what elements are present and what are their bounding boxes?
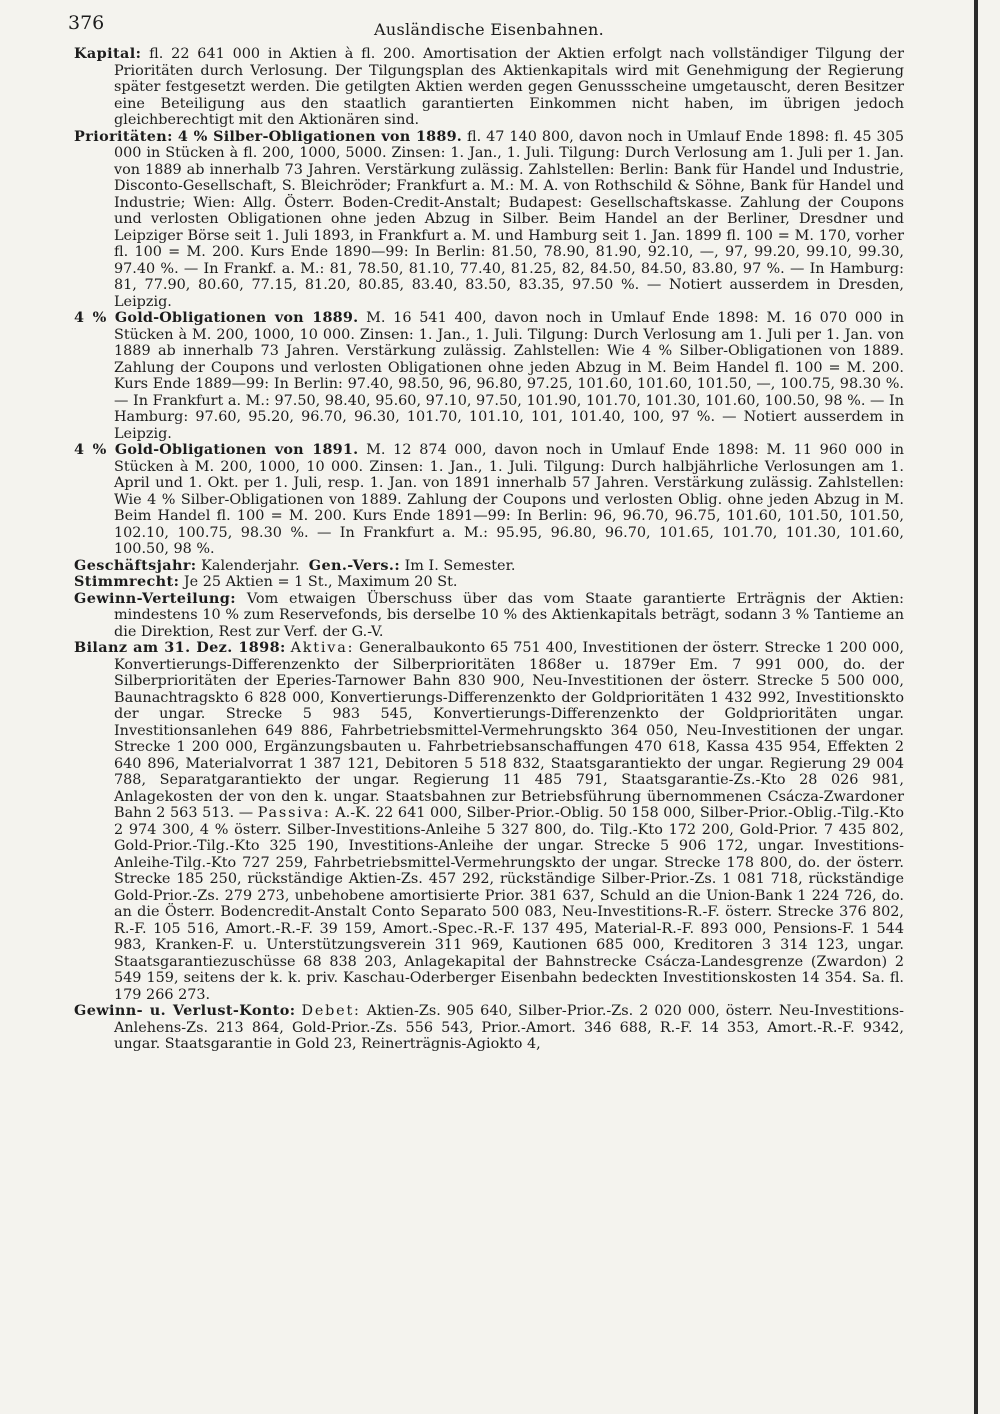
- stimmrecht-label: Stimmrecht:: [74, 573, 180, 590]
- gen-vers-label: Gen.-Vers.:: [308, 556, 401, 574]
- silber-obligationen-1889-title: 4 % Silber-Obligationen von 1889.: [177, 127, 463, 145]
- section-stimmrecht: [74, 574, 904, 591]
- silber-obligationen-1889-text: fl. 47 140 800, davon noch in Umlauf Ende 1898: fl. 45 305 000 in Stücken à fl. 200, 1000, 5000. Zinsen: 1. Jan., 1. Juli. Tilgung: Durch Verlosung am 1. Juli per 1. Jan. von 1889 ab innerhalb 73 Jahren. Verstärkung zulässig. Zahlstellen: Berlin: Bank für Handel und Industrie, Disconto-Gesellschaft, S. Bleichröder; Frankfurt a. M.: M. A. von Rothschild & Söhne, Bank für Handel und Industrie; Wien: Allg. Österr. Boden-Credit-Anstalt; Budapest: Gesellschaftskasse. Zahlung der Coupons und verlosten Obligationen ohne jeden Abzug in Silber. Beim Handel an der Berliner, Dresdner und Leipziger Börse seit 1. Juli 1893, in Frankfurt a. M. und Hamburg seit 1. Jan. 1899 fl. 100 = M. 170, vorher fl. 100 = M. 200. Kurs Ende 1890—99: In Berlin: 81.50, 78.90, 81.90, 92.10, —, 97, 99.20, 99.10, 99.30, 97.40 %. — In Frankf. a. M.: 81, 78.50, 81.10, 77.40, 81.25, 82, 84.50, 84.50, 83.80, 97 %. — In Hamburg: 81, 77.90, 80.60, 77.15, 81.20, 80.85, 83.40, 83.50, 83.35, 97.50 %. — Notiert ausserdem in Dresden, Leipzig.: [114, 128, 905, 310]
- gen-vers-text: Im I. Semester.: [404, 557, 516, 574]
- geschaeftsjahr-label: Geschäftsjahr:: [74, 556, 197, 574]
- aktiva-text: Generalbaukonto 65 751 400, Investitionen der österr. Strecke 1 200 000, Konvertierungs-Differenzenkto der Silberprioritäten 1868er u. 1879er Em. 7 991 000, do. der Silberprioritäten der Eperies-Tarnower Bahn 830 900, Neu-Investitionen der österr. Strecke 5 500 000, Baunachtragskto 6 828 000, Konvertierungs-Differenzenkto der Goldprioritäten 1 432 992, Investitionskto der ungar. Strecke 5 983 545, Konvertierungs-Differenzenkto der Goldprioritäten ungar. Investitionsanlehen 649 886, Fahrbetriebsmittel-Vermehrungskto 364 050, Neu-Investitionen der ungar. Strecke 1 200 000, Ergänzungsbauten u. Fahrbetriebsanschaffungen 470 618, Kassa 435 954, Effekten 2 640 896, Materialvorrat 1 387 121, Debitoren 5 518 832, Staatsgarantiekto der ungar. Regierung 29 004 788, Separatgarantiekto der ungar. Regierung 11 485 791, Staatsgarantie-Zs.-Kto 28 026 981, Anlagekosten der von den k. ungar. Staatsbahnen zur Betriebsführung übernommenen Csácza-Zwardoner Bahn 2 563 513. —: [114, 640, 904, 821]
- gewinn-verteilung-label: Gewinn-Verteilung:: [74, 589, 236, 607]
- kapital-text: fl. 22 641 000 in Aktien à fl. 200. Amortisation der Aktien erfolgt nach vollständiger Tilgung der Prioritäten durch Verlosung. Der Tilgungsplan des Aktienkapitals wird mit Genehmigung der Regierung später festgesetzt werden. Die getilgten Aktien werden gegen Genussscheine umgetauscht, deren Besitzer eine Beteiligung aus den staatlich garantierten Einkommen nicht haben, im übrigen jedoch gleichberechtigt mit den Aktionären sind.: [114, 46, 904, 128]
- passiva-label: Passiva:: [257, 805, 331, 821]
- passiva-text: A.-K. 22 641 000, Silber-Prior.-Oblig. 50 158 000, Silber-Prior.-Oblig.-Tilg.-Kto 2 974 300, 4 % österr. Silber-Investitions-Anleihe 5 327 800, do. Tilg.-Kto 172 200, Gold-Prior. 7 435 802, Gold-Prior.-Tilg.-Kto 325 190, Investitions-Anleihe der ungar. Strecke 5 906 172, ungar. Investitions-Anleihe-Tilg.-Kto 727 259, Fahrbetriebsmittel-Vermehrungskto der ungar. Strecke 178 800, do. der österr. Strecke 185 250, rückständige Aktien-Zs. 457 292, rückständige Silber-Prior.-Zs. 1 081 718, rückständige Gold-Prior.-Zs. 279 273, unbehobene amortisierte Prior. 381 637, Schuld an die Union-Bank 1 224 726, do. an die Österr. Bodencredit-Anstalt Conto Separato 500 083, Neu-Investitions-R.-F. österr. Strecke 376 802, R.-F. 105 516, Amort.-R.-F. 39 159, Amort.-Spec.-R.-F. 137 495, Material-R.-F. 893 000, Pensions-F. 1 544 983, Kranken-F. u. Unterstützungsverein 311 969, Kautionen 685 000, Kreditoren 3 314 123, ungar. Staatsgarantiezuschüsse 68 838 203, Anlagekapital der Bahnstrecke Csácza-Landesgrenze (Zwardon) 2 549 159, seitens der k. k. priv. Kaschau-Oderberger Eisenbahn bedeckten Investitionskosten 14 354. Sa. fl. 179 266 273.: [114, 805, 904, 1003]
- section-gewinn-verlust: [74, 1003, 904, 1053]
- bilanz-label: Bilanz am 31. Dez. 1898:: [74, 639, 286, 656]
- section-kapital: [74, 46, 904, 129]
- prioritaeten-label: Prioritäten:: [74, 127, 173, 145]
- gold-obligationen-1889-title: 4 % Gold-Obligationen von 1889.: [74, 309, 359, 326]
- gewinn-verlust-label: Gewinn- u. Verlust-Konto:: [74, 1002, 296, 1019]
- gold-obligationen-1889-text: M. 16 541 400, davon noch in Umlauf Ende 1898: M. 16 070 000 in Stücken à M. 200, 1000, 10 000. Zinsen: 1. Jan., 1. Juli. Tilgung: Durch Verlosung am 1. Juli per 1. Jan. von 1889 ab innerhalb 73 Jahren. Verstärkung zulässig. Zahlstellen: Wie 4 % Silber-Obligationen von 1889. Zahlung der Coupons und verlosten Obligationen ohne jeden Abzug in M. Beim Handel fl. 100 = M. 200. Kurs Ende 1889—99: In Berlin: 97.40, 98.50, 96, 96.80, 97.25, 101.60, 101.60, 101.50, —, 100.75, 98.30 %. — In Frankfurt a. M.: 97.50, 98.40, 95.60, 97.10, 97.50, 101.90, 101.70, 101.30, 101.60, 100.50, 98 %. — In Hamburg: 97.60, 95.20, 96.70, 96.30, 101.70, 101.10, 101, 101.40, 100, 97 %. — Notiert ausserdem in Leipzig.: [114, 310, 904, 442]
- gold-obligationen-1891-title: 4 % Gold-Obligationen von 1891.: [74, 441, 359, 458]
- section-gold-1891: [74, 442, 904, 558]
- stimmrecht-text: Je 25 Aktien = 1 St., Maximum 20 St.: [183, 574, 458, 590]
- gold-obligationen-1891-text: M. 12 874 000, davon noch in Umlauf Ende 1898: M. 11 960 000 in Stücken à M. 200, 1000, 10 000. Zinsen: 1. Jan., 1. Juli. Tilgung: Durch halbjährliche Verlosungen am 1. April und 1. Okt. per 1. Juli, resp. 1. Jan. von 1891 innerhalb 57 Jahren. Verstärkung zulässig. Zahlstellen: Wie 4 % Silber-Obligationen von 1889. Zahlung der Coupons und verlosten Oblig. ohne jeden Abzug in M. Beim Handel fl. 100 = M. 200. Kurs Ende 1891—99: In Berlin: 96, 96.70, 96.75, 101.60, 101.50, 101.50, 102.10, 100.75, 98.30 %. — In Frankfurt a. M.: 95.95, 96.80, 96.70, 101.65, 101.70, 101.30, 101.60, 100.50, 98 %.: [114, 442, 904, 557]
- section-geschaeftsjahr: [74, 558, 904, 575]
- section-prioritaeten: [74, 129, 904, 311]
- aktiva-label: Aktiva:: [290, 640, 355, 656]
- page-number: 376: [68, 12, 105, 34]
- gewinn-verteilung-text: Vom etwaigen Überschuss über das vom Staate garantierte Erträgnis der Aktien: mindestens 10 % zum Reservefonds, bis derselbe 10 % des Aktienkapitals beträgt, sodann 3 % Tantieme an die Direktion, Rest zur Verf. der G.-V.: [114, 590, 904, 640]
- page-edge: [974, 0, 978, 1414]
- running-title: Ausländische Eisenbahnen.: [374, 20, 604, 39]
- kapital-label: Kapital:: [74, 45, 142, 62]
- section-bilanz: [74, 640, 904, 1003]
- geschaeftsjahr-text: Kalenderjahr.: [201, 557, 300, 574]
- section-gewinn-verteilung: [74, 591, 904, 641]
- debet-label: Debet:: [301, 1003, 361, 1019]
- page-header: [68, 12, 904, 46]
- debet-text: Aktien-Zs. 905 640, Silber-Prior.-Zs. 2 020 000, österr. Neu-Investitions-Anlehens-Zs. 213 864, Gold-Prior.-Zs. 556 543, Prior.-Amort. 346 688, R.-F. 14 353, Amort.-R.-F. 9342, ungar. Staatsgarantie in Gold 23, Reinerträgnis-Agiokto 4,: [114, 1003, 904, 1052]
- section-gold-1889: [74, 310, 904, 442]
